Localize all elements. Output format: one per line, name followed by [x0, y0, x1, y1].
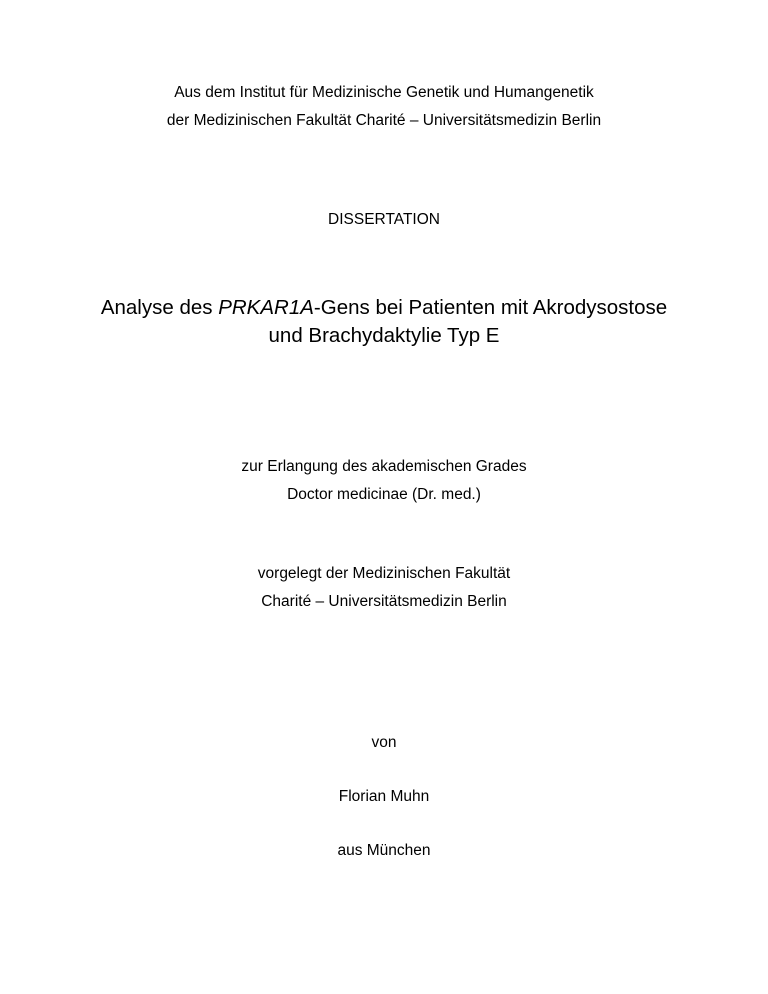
degree-line-2: Doctor medicinae (Dr. med.)	[287, 486, 481, 503]
institute-line-2: der Medizinischen Fakultät Charité – Universitätsmedizin Berlin	[166, 112, 602, 129]
author-name: Florian Muhn	[338, 788, 430, 805]
institute-line-1: Aus dem Institut für Medizinische Genetik und Humangenetik	[174, 84, 594, 101]
document-type: DISSERTATION	[328, 211, 440, 228]
thesis-title-line-2: und Brachydaktylie Typ E	[268, 324, 500, 347]
submitted-line-2: Charité – Universitätsmedizin Berlin	[261, 593, 507, 610]
thesis-title-line-1	[0, 296, 768, 320]
title-suffix: -Gens bei Patienten mit Akrodysostose	[313, 296, 668, 319]
submitted-line-1: vorgelegt der Medizinischen Fakultät	[257, 565, 511, 582]
title-prefix: Analyse des	[100, 296, 219, 319]
author-origin: aus München	[337, 842, 431, 859]
author-by: von	[371, 734, 397, 751]
gene-name: PRKAR1A	[218, 296, 314, 319]
degree-line-1: zur Erlangung des akademischen Grades	[241, 458, 527, 475]
